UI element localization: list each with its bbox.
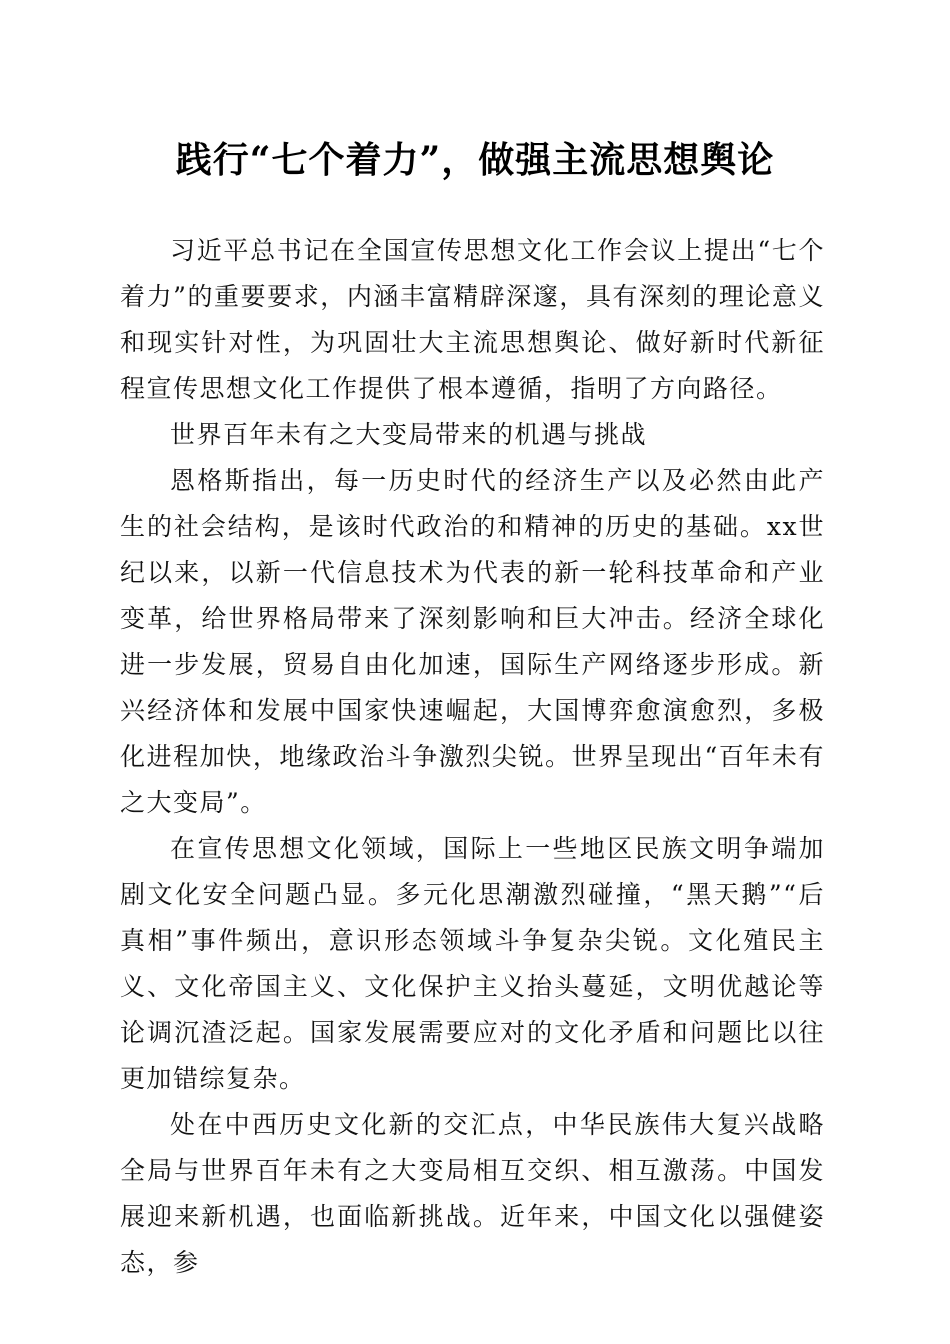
paragraph-intro: 习近平总书记在全国宣传思想文化工作会议上提出“七个着力”的重要要求，内涵丰富精辟深邃，具有深刻的理论意义和现实针对性，为巩固壮大主流思想舆论、做好新时代新征程宣传思想文化工作提供了根本遵循，指明了方向路径。 <box>120 236 825 403</box>
document-title: 践行“七个着力”，做强主流思想舆论 <box>175 139 775 181</box>
section-heading: 世界百年未有之大变局带来的机遇与挑战 <box>170 420 648 449</box>
paragraph-culture-field: 在宣传思想文化领域，国际上一些地区民族文明争端加剧文化安全问题凸显。多元化思潮激烈碰撞，“黑天鹅”“后真相”事件频出，意识形态领域斗争复杂尖锐。文化殖民主义、文化帝国主义、文化保护主义抬头蔓延，文明优越论等论调沉渣泛起。国家发展需要应对的文化矛盾和问题比以往更加错综复杂。 <box>120 834 825 1093</box>
paragraph-crossroads: 处在中西历史文化新的交汇点，中华民族伟大复兴战略全局与世界百年未有之大变局相互交织、相互激荡。中国发展迎来新机遇，也面临新挑战。近年来，中国文化以强健姿态，参 <box>120 1110 825 1277</box>
paragraph-engels: 恩格斯指出，每一历史时代的经济生产以及必然由此产生的社会结构，是该时代政治的和精神的历史的基础。xx世纪以来，以新一代信息技术为代表的新一轮科技革命和产业变革，给世界格局带来了深刻影响和巨大冲击。经济全球化进一步发展，贸易自由化加速，国际生产网络逐步形成。新兴经济体和发展中国家快速崛起，大国博弈愈演愈烈，多极化进程加快，地缘政治斗争激烈尖锐。世界呈现出“百年未有之大变局”。 <box>120 466 825 817</box>
document-body <box>120 228 825 1286</box>
